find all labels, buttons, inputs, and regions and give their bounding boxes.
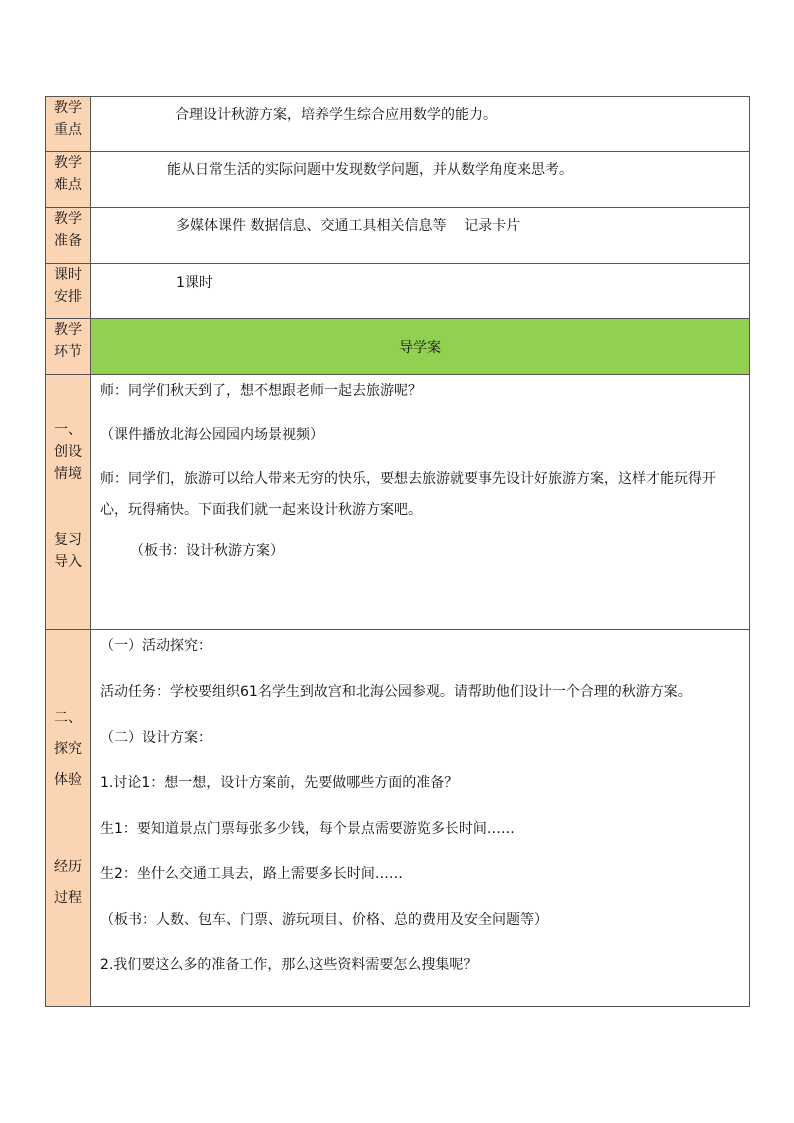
label-section2: [46, 630, 91, 1007]
text-line: （一）活动探究：: [100, 638, 212, 654]
label-line: 课时: [54, 267, 82, 283]
row-stage: [46, 319, 750, 375]
label-line: 难点: [54, 177, 82, 193]
label-line: 探究: [54, 741, 82, 757]
label-line: 创设: [54, 444, 82, 460]
row-time: [46, 264, 750, 319]
row-prep: [46, 208, 750, 264]
text-line: （板书：设计秋游方案）: [130, 543, 284, 559]
label-line: 教学: [54, 155, 82, 171]
label-line: 情境: [54, 466, 82, 482]
label-line: 环节: [54, 344, 82, 360]
focus-text: 合理设计秋游方案，培养学生综合应用数学的能力。: [175, 107, 497, 123]
lesson-plan-table: [45, 96, 750, 1007]
label-line: 安排: [54, 289, 82, 305]
label-line: 教学: [54, 322, 82, 338]
label-line: 准备: [54, 233, 82, 249]
text-line: 师：同学们，旅游可以给人带来无穷的快乐，要想去旅游就要事先设计好旅游方案，这样才能玩得开: [100, 471, 716, 487]
stage-header: 导学案: [91, 319, 750, 375]
text-line: 师：同学们秋天到了，想不想跟老师一起去旅游呢？: [100, 383, 422, 399]
content-difficulty: [91, 152, 750, 208]
label-line: 经历: [54, 859, 82, 875]
difficulty-text: 能从日常生活的实际问题中发现数学问题，并从数学角度来思考。: [167, 162, 573, 178]
content-time: [91, 264, 750, 319]
text-line: 2.我们要这么多的准备工作，那么这些资料需要怎么搜集呢？: [100, 957, 478, 973]
label-difficulty: [46, 152, 91, 208]
label-line: 一、: [54, 422, 82, 438]
row-focus: [46, 97, 750, 152]
row-section2: [46, 630, 750, 1007]
content-focus: [91, 97, 750, 152]
text-line: （二）设计方案：: [100, 730, 212, 746]
time-text: 1课时: [176, 275, 213, 291]
label-prep: [46, 208, 91, 264]
text-line: 1.讨论1：想一想，设计方案前，先要做哪些方面的准备？: [100, 775, 459, 791]
label-line: 导入: [54, 554, 82, 570]
label-section1: [46, 375, 91, 630]
row-difficulty: [46, 152, 750, 208]
label-line: 复习: [54, 532, 82, 548]
text-line: 活动任务：学校要组织61名学生到故宫和北海公园参观。请帮助他们设计一个合理的秋游方案。: [100, 684, 692, 700]
label-line: 二、: [54, 710, 82, 726]
label-stage: [46, 319, 91, 375]
text-line: （板书：人数、包车、门票、游玩项目、价格、总的费用及安全问题等）: [100, 912, 548, 928]
text-line: （课件播放北海公园园内场景视频）: [100, 427, 324, 443]
label-line: 重点: [54, 122, 82, 138]
prep-text: 多媒体课件 数据信息、交通工具相关信息等 记录卡片: [176, 218, 521, 234]
content-prep: [91, 208, 750, 264]
text-line: 生2：坐什么交通工具去，路上需要多长时间……: [100, 866, 403, 882]
label-line: 过程: [54, 890, 82, 906]
text-line: 心，玩得痛快。下面我们就一起来设计秋游方案吧。: [100, 502, 422, 518]
label-line: 教学: [54, 100, 82, 116]
label-line: 体验: [54, 772, 82, 788]
content-section1: [91, 375, 750, 630]
label-line: 教学: [54, 211, 82, 227]
label-focus: [46, 97, 91, 152]
row-section1: [46, 375, 750, 630]
label-time: [46, 264, 91, 319]
text-line: 生1：要知道景点门票每张多少钱，每个景点需要游览多长时间……: [100, 821, 515, 837]
content-section2: [91, 630, 750, 1007]
